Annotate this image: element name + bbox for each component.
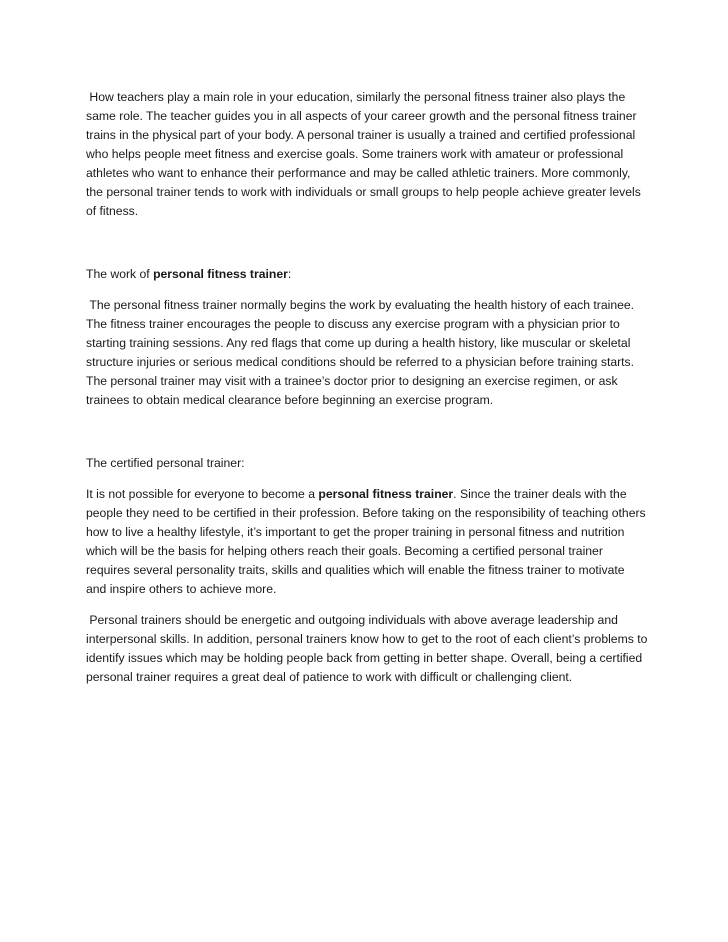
spacer xyxy=(86,599,648,611)
spacer xyxy=(86,221,648,265)
spacer xyxy=(86,410,648,454)
certified-suffix: . Since the trainer deals with the people they need to be certified in their profession. Before taking on the responsibility of teaching others how to live a healthy lifestyle, it’s important to get the proper training in personal fitness and nutrition which will be the basis for helping others reach their goals. Becoming a certified personal trainer requires several personality traits, skills and qualities which will enable the fitness trainer to motivate and inspire others to achieve more. xyxy=(86,487,650,596)
heading-prefix: The work of xyxy=(86,267,154,281)
work-paragraph: The personal fitness trainer normally begins the work by evaluating the health history of each trainee. The fitness trainer encourages the people to discuss any exercise program with a physician prior to starting training sessions. Any red flags that come up during a health history, like muscular or skeletal structure injuries or serious medical conditions should be referred to a physician before training starts. The personal trainer may visit with a trainee’s doctor prior to designing an exercise regimen, or ask trainees to obtain medical clearance before beginning an exercise program. xyxy=(86,298,638,407)
section-heading-work xyxy=(86,265,648,284)
section-heading-certified: The certified personal trainer: xyxy=(86,456,245,470)
certified-prefix: It is not possible for everyone to become a xyxy=(86,487,319,501)
spacer xyxy=(86,473,648,485)
traits-paragraph: Personal trainers should be energetic and outgoing individuals with above average leadership and interpersonal skills. In addition, personal trainers know how to get to the root of each client’s problems to identify issues which may be holding people back from getting in better shape. Overall, being a certified personal trainer requires a great deal of patience to work with difficult or challenging client. xyxy=(86,613,651,684)
certified-bold-term: personal fitness trainer xyxy=(318,487,454,501)
spacer xyxy=(86,284,648,296)
intro-paragraph: How teachers play a main role in your education, similarly the personal fitness trainer also plays the same role. The teacher guides you in all aspects of your career growth and the personal fitness trainer trains in the physical part of your body. A personal trainer is usually a trained and certified professional who helps people meet fitness and exercise goals. Some trainers work with amateur or professional athletes who want to enhance their performance and may be called athletic trainers. More commonly, the personal trainer tends to work with individuals or small groups to help people achieve greater levels of fitness. xyxy=(86,90,645,218)
heading-suffix: : xyxy=(287,267,292,281)
heading-bold-term: personal fitness trainer xyxy=(153,267,288,281)
certified-paragraph xyxy=(86,485,648,599)
